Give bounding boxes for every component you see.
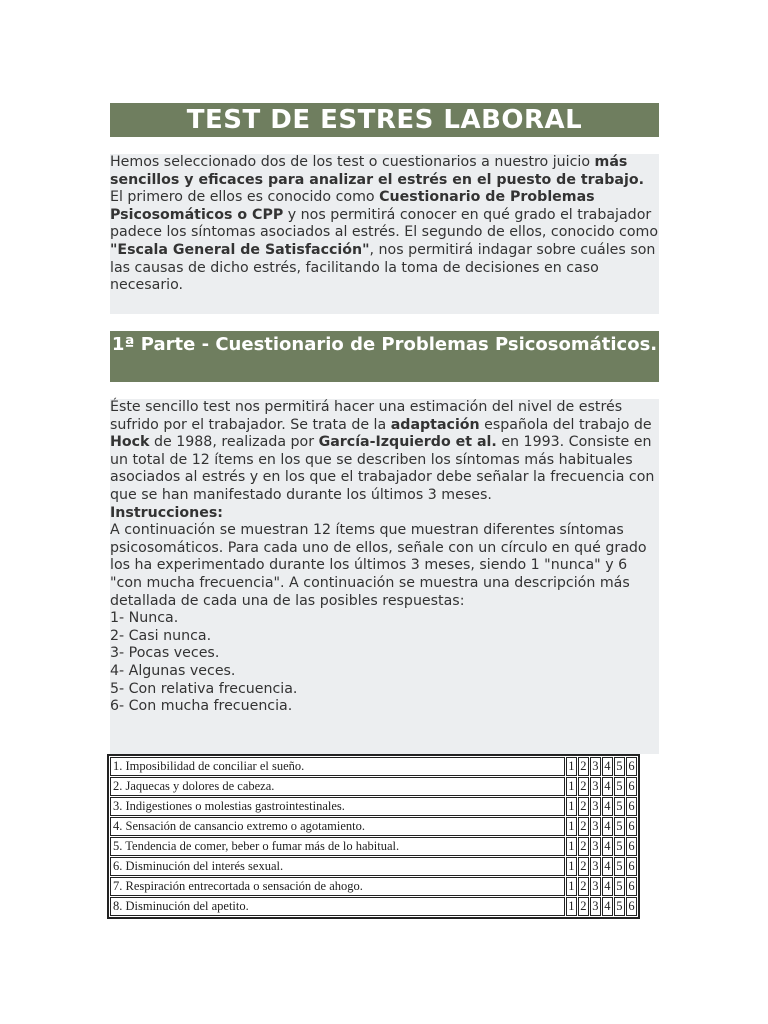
instructions-heading-text: Instrucciones: — [110, 504, 223, 521]
rating-option-1[interactable]: 1 — [566, 797, 577, 816]
rating-option-2[interactable]: 2 — [578, 757, 589, 776]
item-label: 2. Jaquecas y dolores de cabeza. — [110, 777, 565, 796]
rating-option-1[interactable]: 1 — [566, 757, 577, 776]
section-title: 1ª Parte - Cuestionario de Problemas Psicosomáticos. — [111, 334, 658, 355]
rating-option-3[interactable]: 3 — [590, 757, 601, 776]
rating-option-4[interactable]: 4 — [602, 897, 613, 916]
rating-option-6[interactable]: 6 — [626, 877, 637, 896]
table-row — [110, 877, 637, 896]
rating-option-1[interactable]: 1 — [566, 897, 577, 916]
item-label: 3. Indigestiones o molestias gastrointestinales. — [110, 797, 565, 816]
rating-option-5[interactable]: 5 — [614, 757, 625, 776]
rating-option-2[interactable]: 2 — [578, 877, 589, 896]
description-paragraph — [110, 399, 659, 505]
author-name: Hock — [110, 434, 150, 451]
description-text: Éste sencillo test nos permitirá hacer una estimación del nivel de estrés sufrido por el trabajador. Se trata de la — [110, 399, 623, 433]
rating-option-6[interactable]: 6 — [626, 837, 637, 856]
item-label: 6. Disminución del interés sexual. — [110, 857, 565, 876]
instructions-text: A continuación se muestran 12 ítems que muestran diferentes síntomas psicosomáticos. Para cada uno de ellos, señale con un círculo en qué grado los ha experimentado durante los últimos 3 meses, siendo 1 "nunca" y 6 "con mucha frecuencia". A continuación se muestra una descripción más detallada de cada una de las posibles respuestas: — [110, 522, 647, 609]
intro-text: , nos permitirá indagar sobre cuáles son las causas de dicho estrés, facilitando la toma de decisiones en caso necesario. — [110, 241, 656, 294]
rating-option-3[interactable]: 3 — [590, 777, 601, 796]
rating-option-4[interactable]: 4 — [602, 857, 613, 876]
intro-text: El primero de ellos es conocido como — [110, 189, 380, 206]
scale-item: 4- Algunas veces. — [110, 662, 236, 679]
description-text: de 1988, realizada por — [149, 434, 319, 451]
scale-item: 3- Pocas veces. — [110, 645, 220, 662]
rating-option-4[interactable]: 4 — [602, 877, 613, 896]
item-label: 5. Tendencia de comer, beber o fumar más de lo habitual. — [110, 837, 565, 856]
item-label: 1. Imposibilidad de conciliar el sueño. — [110, 757, 565, 776]
item-label: 8. Disminución del apetito. — [110, 897, 565, 916]
rating-option-5[interactable]: 5 — [614, 777, 625, 796]
response-scale-list — [110, 610, 659, 716]
item-label: 7. Respiración entrecortada o sensación de ahogo. — [110, 877, 565, 896]
rating-option-1[interactable]: 1 — [566, 777, 577, 796]
table-row — [110, 857, 637, 876]
rating-option-4[interactable]: 4 — [602, 797, 613, 816]
rating-option-3[interactable]: 3 — [590, 837, 601, 856]
rating-option-4[interactable]: 4 — [602, 777, 613, 796]
intro-emphasis: más sencillos y eficaces para analizar el estrés en el puesto de trabajo. — [110, 154, 644, 188]
rating-option-6[interactable]: 6 — [626, 777, 637, 796]
rating-option-4[interactable]: 4 — [602, 817, 613, 836]
scale-item: 2- Casi nunca. — [110, 627, 212, 644]
intro-text: Hemos seleccionado dos de los test o cuestionarios a nuestro juicio — [110, 154, 595, 170]
description-text: española del trabajo de — [479, 416, 652, 433]
rating-option-5[interactable]: 5 — [614, 857, 625, 876]
table-row — [110, 777, 637, 796]
rating-option-6[interactable]: 6 — [626, 797, 637, 816]
cpp-name: Cuestionario de Problemas Psicosomáticos o CPP — [110, 189, 595, 223]
rating-option-1[interactable]: 1 — [566, 877, 577, 896]
rating-option-2[interactable]: 2 — [578, 837, 589, 856]
description-panel — [110, 399, 659, 754]
rating-option-2[interactable]: 2 — [578, 777, 589, 796]
rating-option-2[interactable]: 2 — [578, 817, 589, 836]
page-title-banner — [110, 103, 659, 137]
rating-option-6[interactable]: 6 — [626, 897, 637, 916]
rating-option-3[interactable]: 3 — [590, 877, 601, 896]
rating-option-5[interactable]: 5 — [614, 877, 625, 896]
rating-option-5[interactable]: 5 — [614, 837, 625, 856]
description-emphasis: adaptación — [390, 416, 480, 433]
scale-item: 1- Nunca. — [110, 610, 179, 627]
table-row — [110, 837, 637, 856]
table-row — [110, 897, 637, 916]
rating-option-4[interactable]: 4 — [602, 757, 613, 776]
rating-option-3[interactable]: 3 — [590, 817, 601, 836]
item-label: 4. Sensación de cansancio extremo o agotamiento. — [110, 817, 565, 836]
table-row — [110, 817, 637, 836]
rating-option-5[interactable]: 5 — [614, 897, 625, 916]
rating-option-1[interactable]: 1 — [566, 817, 577, 836]
scale-item: 6- Con mucha frecuencia. — [110, 698, 293, 715]
intro-panel — [110, 154, 659, 314]
instructions-heading — [110, 505, 659, 523]
rating-option-1[interactable]: 1 — [566, 857, 577, 876]
page-title: TEST DE ESTRES LABORAL — [186, 105, 583, 135]
rating-option-6[interactable]: 6 — [626, 857, 637, 876]
rating-option-6[interactable]: 6 — [626, 817, 637, 836]
rating-option-3[interactable]: 3 — [590, 897, 601, 916]
intro-text: y nos permitirá conocer en qué grado el trabajador padece los síntomas asociados al estrés. El segundo de ellos, conocido como — [110, 206, 658, 241]
rating-option-2[interactable]: 2 — [578, 797, 589, 816]
rating-option-1[interactable]: 1 — [566, 837, 577, 856]
rating-option-4[interactable]: 4 — [602, 837, 613, 856]
intro-paragraph-2 — [110, 189, 659, 295]
rating-option-2[interactable]: 2 — [578, 857, 589, 876]
scale-name: "Escala General de Satisfacción" — [110, 241, 370, 258]
rating-option-2[interactable]: 2 — [578, 897, 589, 916]
description-text: en 1993. Consiste en un total de 12 ítems en los que se describen los síntomas más habituales asociados al estrés y en los que el trabajador debe señalar la frecuencia con que se han manifestado durante los últimos 3 meses. — [110, 434, 655, 503]
intro-paragraph-1 — [110, 154, 659, 189]
rating-option-6[interactable]: 6 — [626, 757, 637, 776]
scale-item: 5- Con relativa frecuencia. — [110, 680, 298, 697]
author-name: García-Izquierdo et al. — [318, 434, 497, 451]
symptoms-table — [107, 754, 640, 919]
table-row — [110, 797, 637, 816]
rating-option-3[interactable]: 3 — [590, 797, 601, 816]
rating-option-5[interactable]: 5 — [614, 797, 625, 816]
table-row — [110, 757, 637, 776]
rating-option-5[interactable]: 5 — [614, 817, 625, 836]
rating-option-3[interactable]: 3 — [590, 857, 601, 876]
section-title-banner — [110, 331, 659, 382]
